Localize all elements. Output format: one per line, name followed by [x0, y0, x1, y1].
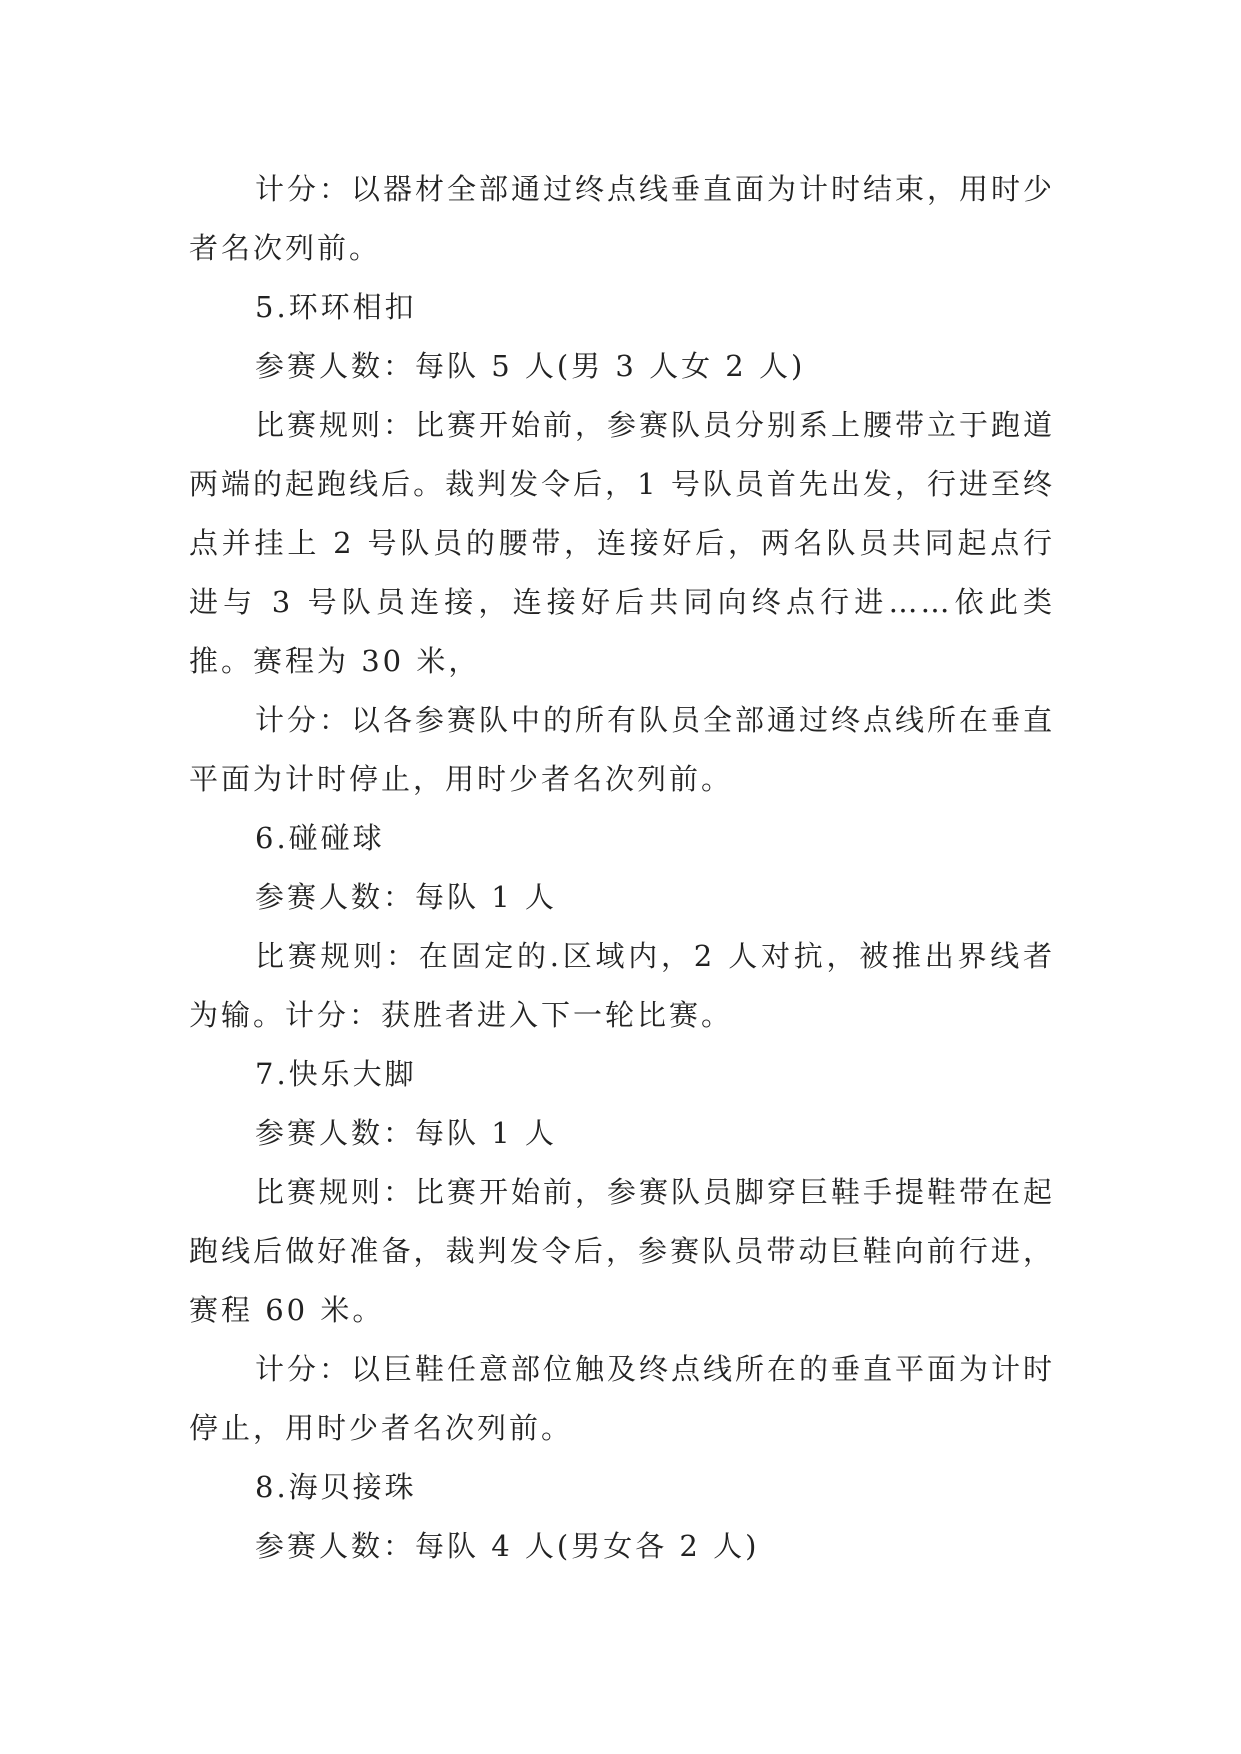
section-heading: 6.碰碰球 — [255, 821, 385, 855]
document-body — [189, 160, 1055, 1576]
participants-paragraph: 参赛人数：每队 1 人 — [255, 880, 557, 914]
section-heading: 5.环环相扣 — [255, 290, 417, 324]
scoring-paragraph: 计分：以各参赛队中的所有队员全部通过终点线所在垂直平面为计时停止，用时少者名次列前。 — [189, 703, 1056, 796]
participants-paragraph: 参赛人数：每队 4 人(男女各 2 人) — [255, 1529, 760, 1563]
scoring-paragraph: 计分：以巨鞋任意部位触及终点线所在的垂直平面为计时停止，用时少者名次列前。 — [189, 1352, 1056, 1445]
rules-paragraph: 比赛规则：比赛开始前，参赛队员分别系上腰带立于跑道两端的起跑线后。裁判发令后，1 号队员首先出发，行进至终点并挂上 2 号队员的腰带，连接好后，两名队员共同起点行进与 3 号队员连接，连接好后共同向终点行进……依此类推。赛程为 30 米， — [189, 408, 1056, 678]
section-heading: 7.快乐大脚 — [255, 1057, 417, 1091]
section-heading: 8.海贝接珠 — [255, 1470, 417, 1504]
participants-paragraph: 参赛人数：每队 5 人(男 3 人女 2 人) — [255, 349, 806, 383]
rules-paragraph: 比赛规则：在固定的.区域内，2 人对抗，被推出界线者为输。计分：获胜者进入下一轮比赛。 — [189, 939, 1055, 1032]
scoring-paragraph: 计分：以器材全部通过终点线垂直面为计时结束，用时少者名次列前。 — [189, 172, 1056, 265]
participants-paragraph: 参赛人数：每队 1 人 — [255, 1116, 557, 1150]
rules-paragraph: 比赛规则：比赛开始前，参赛队员脚穿巨鞋手提鞋带在起跑线后做好准备，裁判发令后，参赛队员带动巨鞋向前行进，赛程 60 米。 — [189, 1175, 1056, 1327]
